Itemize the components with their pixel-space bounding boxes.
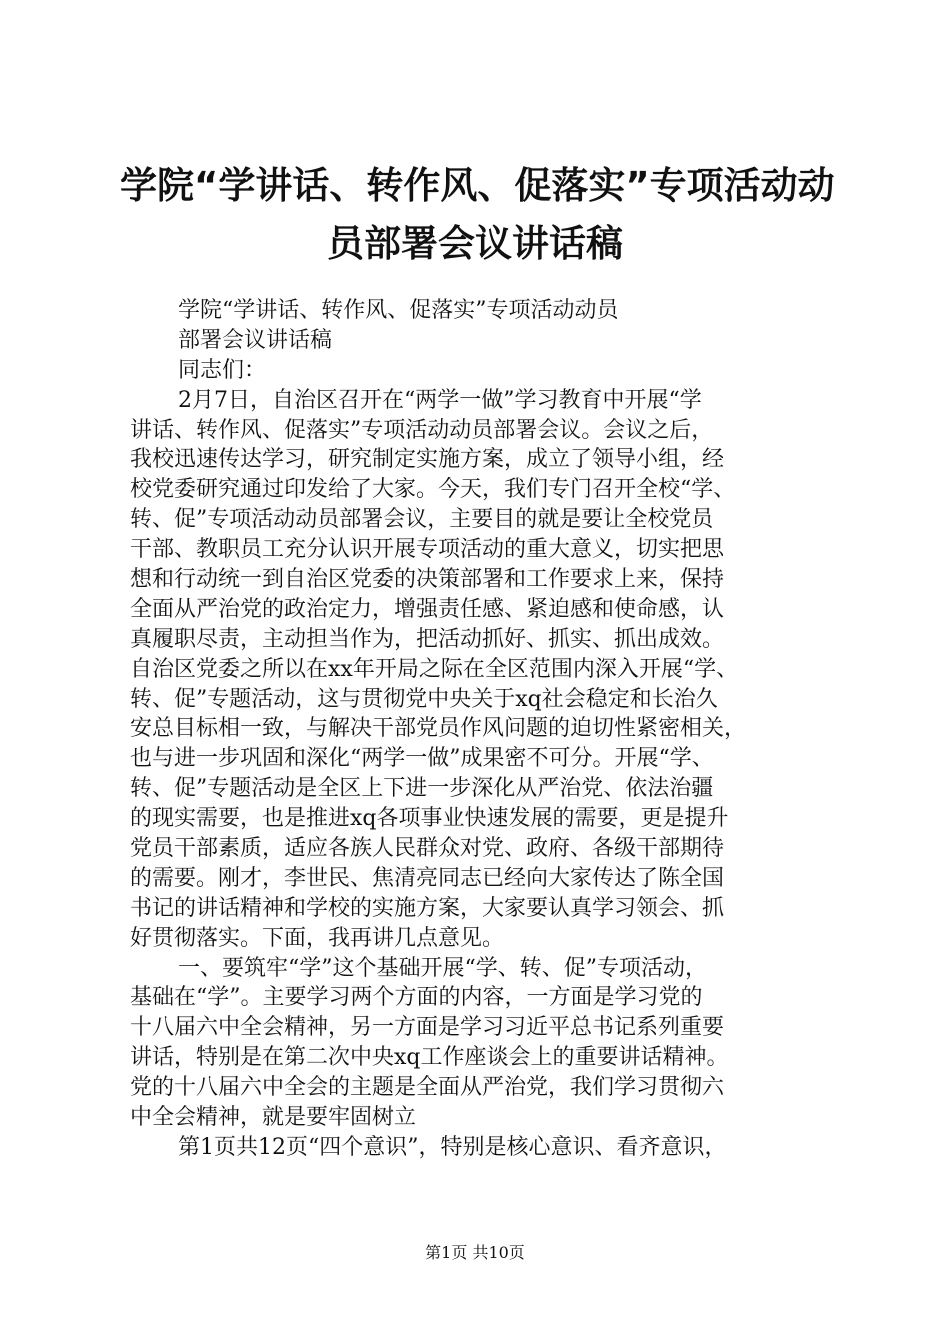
body-text-line: 干部、教职员工充分认识开展专项活动的重大意义，切实把思 — [130, 537, 725, 563]
body-text-line: 好贯彻落实。下面，我再讲几点意见。 — [130, 925, 505, 951]
body-text-line: 十八届六中全会精神，另一方面是学习习近平总书记系列重要 — [130, 1015, 725, 1041]
body-text-line: 党员干部素质，适应各族人民群众对党、政府、各级干部期待 — [130, 836, 725, 862]
body-text-line: 讲话，特别是在第二次中央xq工作座谈会上的重要讲话精神。 — [130, 1045, 729, 1071]
body-text-line: 党的十八届六中全会的主题是全面从严治党，我们学习贯彻六 — [130, 1075, 725, 1101]
body-text-line: 安总目标相一致，与解决干部党员作风问题的迫切性紧密相关， — [130, 716, 747, 742]
body-text-line: 也与进一步巩固和深化“两学一做”成果密不可分。开展“学、 — [130, 746, 714, 772]
document-title-line-2: 员部署会议讲话稿 — [327, 222, 623, 265]
body-text-line: 中全会精神，就是要牢固树立 — [130, 1105, 417, 1131]
body-text-line: 部署会议讲话稿 — [178, 327, 333, 353]
body-text-line: 全面从严治党的政治定力，增强责任感、紧迫感和使命感，认 — [130, 596, 725, 622]
body-text-line: 第1页共12页“四个意识”，特别是核心意识、看齐意识， — [178, 1134, 727, 1160]
body-text-line: 我校迅速传达学习，研究制定实施方案，成立了领导小组，经 — [130, 447, 725, 473]
body-text-line: 学院“学讲话、转作风、促落实”专项活动动员 — [178, 298, 619, 323]
body-text-line: 的需要。刚才，李世民、焦清亮同志已经向大家传达了陈全国 — [130, 865, 725, 891]
page-footer: 第1页 共10页 — [425, 1243, 525, 1262]
document-body — [130, 296, 830, 1163]
body-text-line: 讲话、转作风、促落实”专项活动动员部署会议。会议之后， — [130, 417, 714, 443]
body-text-line: 自治区党委之所以在xx年开局之际在全区范围内深入开展“学、 — [130, 656, 739, 682]
body-text-line: 转、促”专题活动是全区上下进一步深化从严治党、依法治疆 — [130, 776, 714, 802]
body-text-line: 一、要筑牢“学”这个基础开展“学、转、促”专项活动， — [178, 955, 707, 981]
body-text-line: 基础在“学”。主要学习两个方面的内容，一方面是学习党的 — [130, 985, 703, 1011]
document-title-line-1: 学院“学讲话、转作风、促落实”专项活动动 — [120, 164, 835, 207]
body-text-line: 转、促”专项活动动员部署会议，主要目的就是要让全校党员 — [130, 507, 714, 533]
body-text-line: 真履职尽责，主动担当作为，把活动抓好、抓实、抓出成效。 — [130, 626, 725, 652]
body-text-line: 书记的讲话精神和学校的实施方案，大家要认真学习领会、抓 — [130, 895, 725, 921]
body-text-line: 2月7日，自治区召开在“两学一做”学习教育中开展“学 — [178, 387, 702, 413]
body-text-line: 转、促”专题活动，这与贯彻党中央关于xq社会稳定和长治久 — [130, 686, 718, 712]
body-text-line: 同志们： — [178, 357, 267, 383]
body-text-line: 的现实需要，也是推进xq各项事业快速发展的需要，更是提升 — [130, 806, 729, 832]
body-text-line: 校党委研究通过印发给了大家。今天，我们专门召开全校“学、 — [130, 477, 736, 503]
body-text-line: 想和行动统一到自治区党委的决策部署和工作要求上来，保持 — [130, 567, 725, 593]
